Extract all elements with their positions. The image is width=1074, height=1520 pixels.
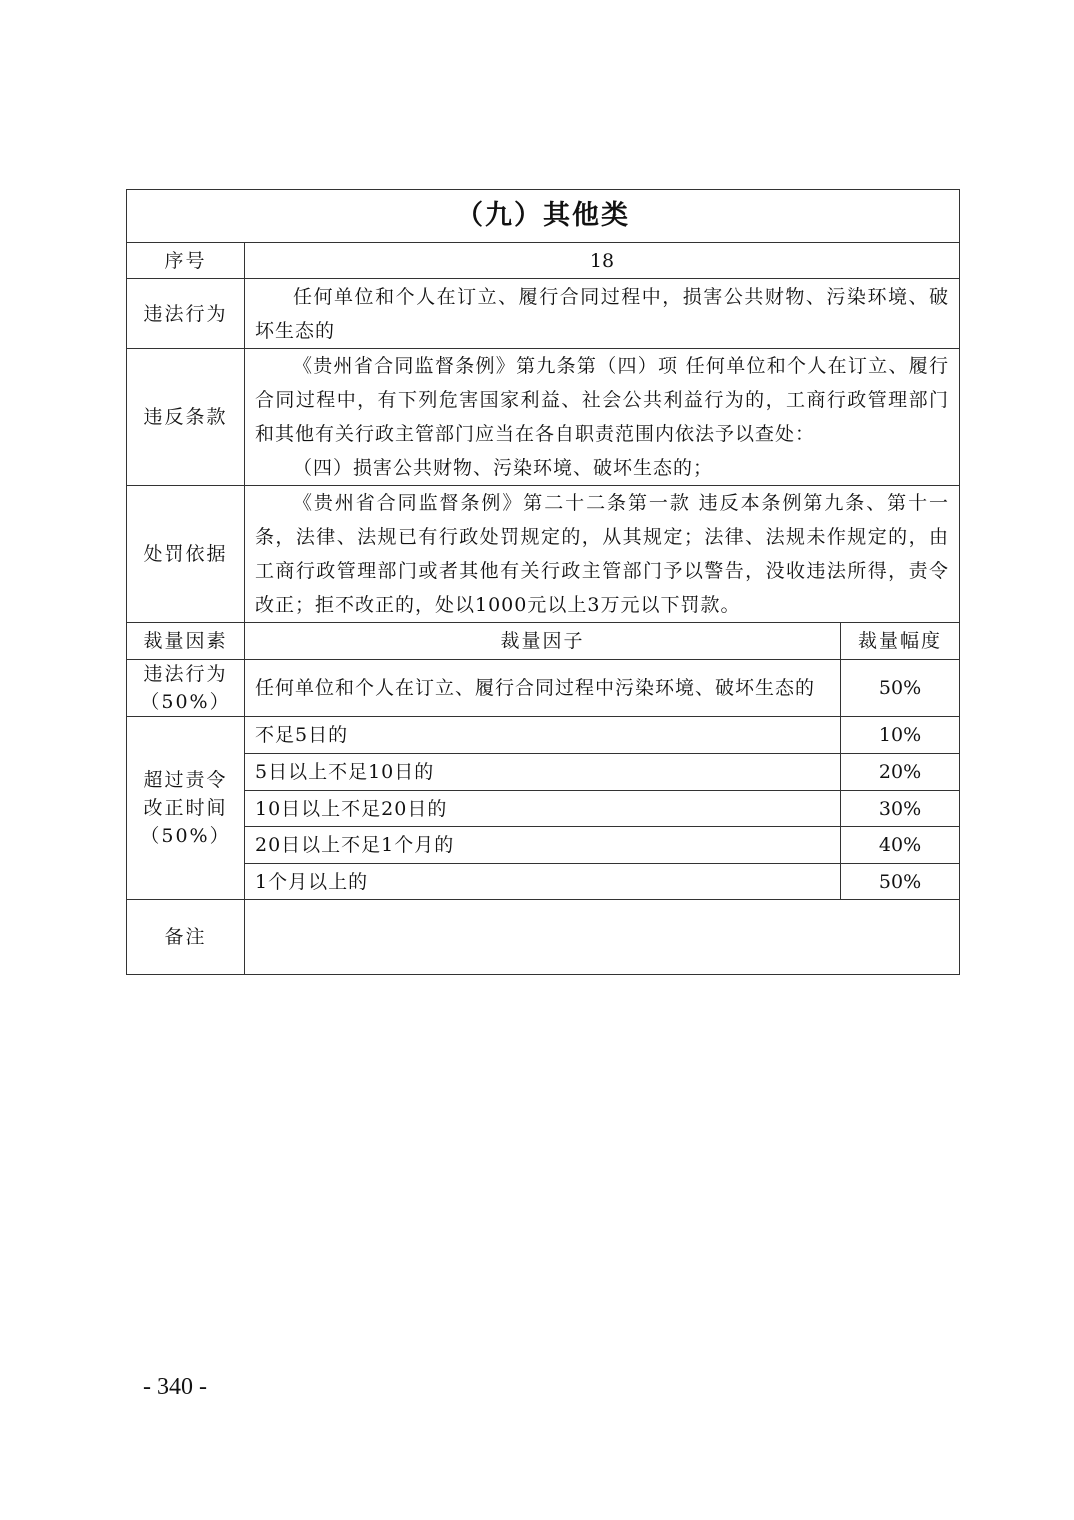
overdue-factor-label-line3: （50%） [140,825,231,847]
discretion-table [126,189,960,975]
violation-text-cell [245,279,960,349]
overdue-item-range: 10% [841,717,960,754]
penalty-basis-cell [245,486,960,623]
discretion-range-header: 裁量幅度 [841,623,960,660]
violation-factor-detail: 任何单位和个人在订立、履行合同过程中污染环境、破坏生态的 [245,660,841,717]
discretion-factor-header: 裁量因素 [127,623,245,660]
serial-value: 18 [245,243,960,279]
violation-factor-label [127,660,245,717]
violated-clause-cell [245,349,960,486]
overdue-item-detail: 20日以上不足1个月的 [245,827,841,864]
violated-clause-paragraph: 《贵州省合同监督条例》第九条第（四）项 任何单位和个人在订立、履行合同过程中，有下列危害国家利益、社会公共利益行为的，工商行政管理部门和其他有关行政主管部门应当在各自职责范围内依法予以查处： [255,355,950,445]
violation-label: 违法行为 [127,279,245,349]
overdue-item-detail: 10日以上不足20日的 [245,791,841,827]
page-number: - 340 - [143,1374,207,1400]
overdue-item-detail: 5日以上不足10日的 [245,754,841,791]
violated-clause-label: 违反条款 [127,349,245,486]
discretion-detail-header: 裁量因子 [245,623,841,660]
section-title: （九）其他类 [127,190,960,243]
overdue-item-range: 50% [841,864,960,900]
remarks-value [245,900,960,975]
overdue-item-range: 40% [841,827,960,864]
overdue-item-detail: 不足5日的 [245,717,841,754]
penalty-basis-label: 处罚依据 [127,486,245,623]
overdue-factor-label-line1: 超过责令 [143,769,228,791]
overdue-factor-label-line2: 改正时间 [143,797,228,819]
violation-factor-label-line1: 违法行为 [143,663,228,685]
overdue-factor-label [127,717,245,900]
serial-label: 序号 [127,243,245,279]
violation-factor-label-line2: （50%） [140,691,231,713]
overdue-item-range: 30% [841,791,960,827]
violated-clause-item: （四）损害公共财物、污染环境、破坏生态的； [293,457,714,479]
overdue-item-range: 20% [841,754,960,791]
remarks-label: 备注 [127,900,245,975]
penalty-basis-text: 《贵州省合同监督条例》第二十二条第一款 违反本条例第九条、第十一条，法律、法规已有行政处罚规定的，从其规定；法律、法规未作规定的，由工商行政管理部门或者其他有关行政主管部门予以警告，没收违法所得，责令改正；拒不改正的，处以1000元以上3万元以下罚款。 [255,492,950,616]
violation-factor-range: 50% [841,660,960,717]
violation-text: 任何单位和个人在订立、履行合同过程中，损害公共财物、污染环境、破坏生态的 [255,285,950,342]
overdue-item-detail: 1个月以上的 [245,864,841,900]
